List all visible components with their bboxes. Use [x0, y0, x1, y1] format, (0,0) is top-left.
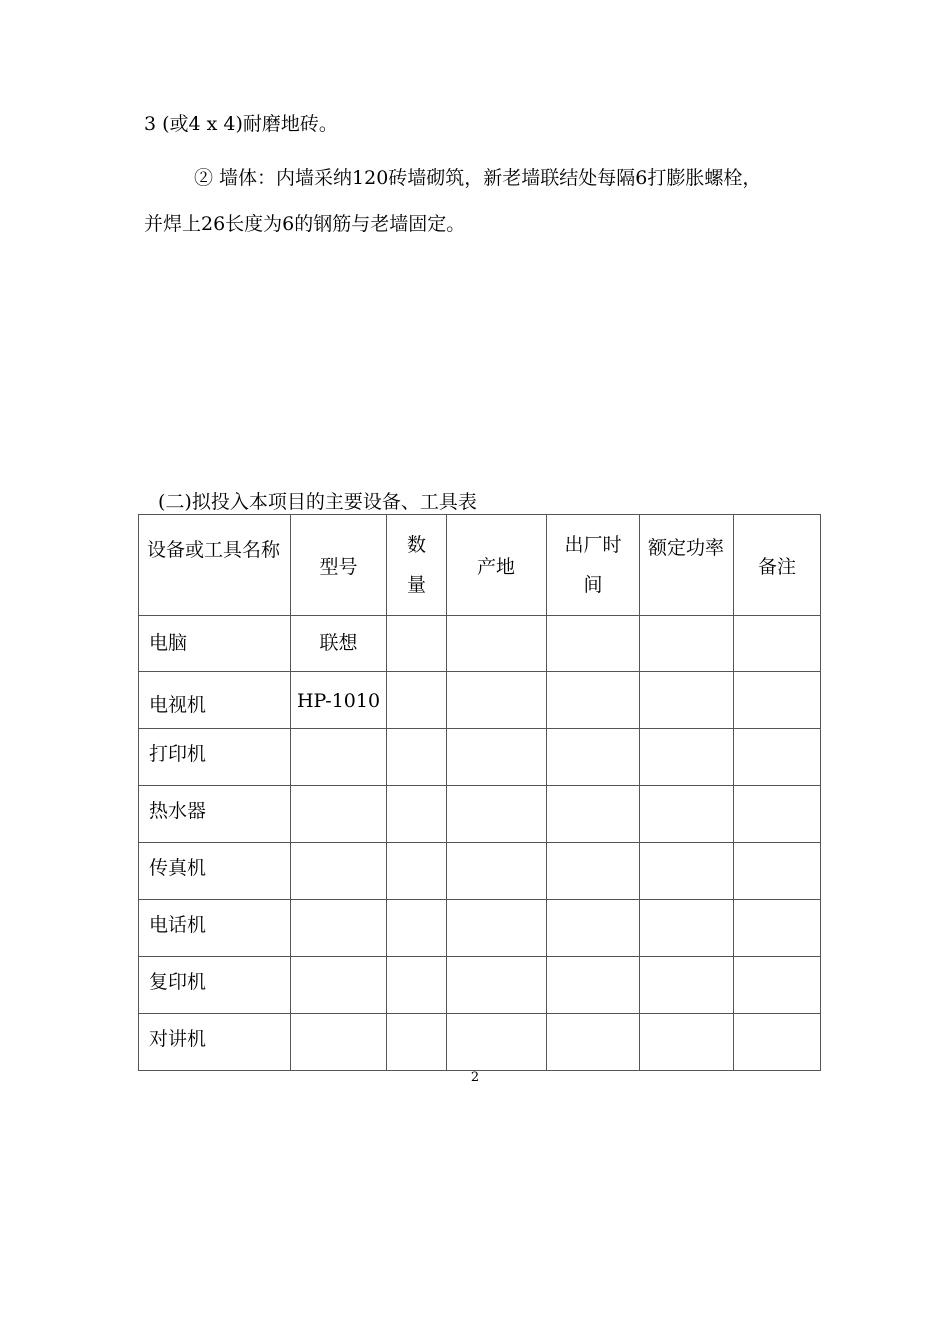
table-row	[139, 957, 821, 1014]
table-row	[139, 786, 821, 843]
paragraph-wall-line1: ② 墙体：内墙采纳120砖墙砌筑，新老墙联结处每隔6打膨胀螺栓，	[194, 167, 762, 189]
header-model-text: 型号	[319, 555, 358, 578]
cell-quantity	[387, 1014, 447, 1071]
cell-quantity	[387, 900, 447, 957]
cell-quantity	[387, 957, 447, 1014]
header-name-text: 设备或工具名称	[147, 539, 281, 561]
cell-name: 复印机	[139, 957, 291, 1014]
cell-model	[291, 957, 387, 1014]
cell-date	[547, 900, 640, 957]
header-date-line2: 间	[583, 574, 603, 596]
cell-origin	[447, 957, 547, 1014]
header-origin	[447, 515, 547, 616]
cell-remarks	[734, 1014, 821, 1071]
header-power-text: 额定功率	[648, 537, 725, 559]
cell-origin	[447, 616, 547, 672]
cell-power	[640, 672, 734, 729]
cell-name: 打印机	[139, 729, 291, 786]
paragraph-floor-tiles: 3 (或4 x 4)耐磨地砖。	[144, 113, 338, 135]
cell-model	[291, 900, 387, 957]
cell-power	[640, 900, 734, 957]
cell-origin	[447, 900, 547, 957]
cell-origin	[447, 672, 547, 729]
cell-name: 传真机	[139, 843, 291, 900]
cell-model: HP-1010	[291, 672, 387, 729]
cell-power	[640, 616, 734, 672]
cell-origin	[447, 729, 547, 786]
cell-date	[547, 786, 640, 843]
cell-model	[291, 786, 387, 843]
cell-power	[640, 957, 734, 1014]
table-row	[139, 672, 821, 729]
cell-name: 电话机	[139, 900, 291, 957]
header-rated-power	[640, 515, 734, 616]
cell-power	[640, 786, 734, 843]
cell-date	[547, 616, 640, 672]
cell-remarks	[734, 843, 821, 900]
cell-remarks	[734, 957, 821, 1014]
cell-quantity	[387, 672, 447, 729]
header-name	[139, 515, 291, 616]
cell-model: 联想	[291, 616, 387, 672]
header-model	[291, 515, 387, 616]
cell-date	[547, 1014, 640, 1071]
cell-origin	[447, 786, 547, 843]
cell-date	[547, 672, 640, 729]
header-quantity	[387, 515, 447, 616]
cell-name: 电视机	[139, 672, 291, 729]
cell-date	[547, 843, 640, 900]
cell-remarks	[734, 786, 821, 843]
cell-remarks	[734, 900, 821, 957]
cell-name: 热水器	[139, 786, 291, 843]
page-number: 2	[470, 1070, 480, 1085]
header-manufacture-date	[547, 515, 640, 616]
cell-quantity	[387, 616, 447, 672]
equipment-table	[138, 514, 821, 1071]
table-row	[139, 616, 821, 672]
table-header-row	[139, 515, 821, 616]
header-remarks-text: 备注	[757, 555, 796, 578]
cell-remarks	[734, 616, 821, 672]
cell-remarks	[734, 729, 821, 786]
cell-quantity	[387, 729, 447, 786]
header-origin-text: 产地	[477, 555, 516, 578]
cell-model	[291, 729, 387, 786]
cell-power	[640, 843, 734, 900]
header-remarks	[734, 515, 821, 616]
cell-name: 电脑	[139, 616, 291, 672]
cell-origin	[447, 843, 547, 900]
cell-model	[291, 843, 387, 900]
table-row	[139, 729, 821, 786]
cell-quantity	[387, 786, 447, 843]
header-date-line1: 出厂时	[564, 534, 622, 556]
header-quantity-line2: 量	[406, 574, 426, 596]
header-quantity-line1: 数	[406, 534, 426, 556]
paragraph-wall-line2: 并焊上26长度为6的钢筋与老墙固定。	[144, 213, 466, 235]
cell-power	[640, 1014, 734, 1071]
table-row	[139, 843, 821, 900]
cell-remarks	[734, 672, 821, 729]
cell-power	[640, 729, 734, 786]
cell-date	[547, 729, 640, 786]
cell-date	[547, 957, 640, 1014]
cell-quantity	[387, 843, 447, 900]
cell-model	[291, 1014, 387, 1071]
cell-name: 对讲机	[139, 1014, 291, 1071]
cell-origin	[447, 1014, 547, 1071]
table-row	[139, 1014, 821, 1071]
table-row	[139, 900, 821, 957]
table-caption: (二)拟投入本项目的主要设备、工具表	[158, 491, 477, 513]
